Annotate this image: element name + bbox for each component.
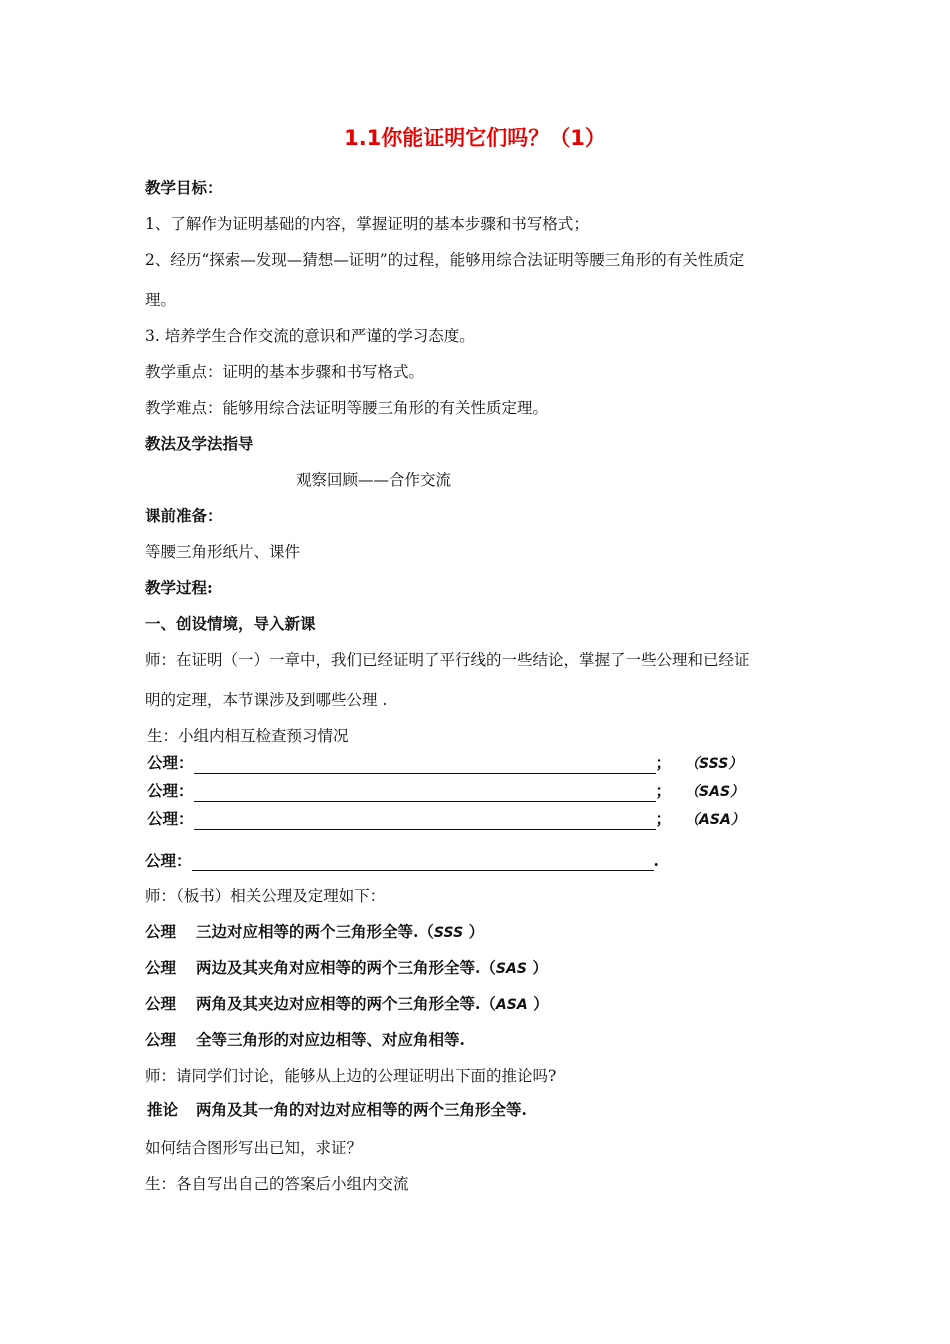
axiom-blank-line[interactable]: [192, 854, 654, 871]
corollary-text: 两角及其一角的对边对应相等的两个三角形全等.: [196, 1100, 527, 1119]
axiom-blank-end: ；: [655, 809, 672, 828]
axiom-abbr: ASA: [495, 997, 528, 1013]
axiom-close: ）: [526, 958, 548, 977]
document-title: 1.1你能证明它们吗？（1）: [344, 126, 606, 150]
student-line-1: 生：小组内相互检查预习情况: [147, 727, 349, 745]
axiom-blank-row: [147, 809, 745, 830]
axiom-close: ）: [463, 922, 485, 941]
section-1-heading: 一、创设情境，导入新课: [145, 614, 316, 633]
prep-text: 等腰三角形纸片、课件: [145, 543, 301, 561]
axiom-blank-label: 公理：: [147, 781, 194, 800]
axiom-blank-label: 公理：: [147, 753, 194, 772]
axiom-blank-row: [147, 781, 744, 802]
method-heading: 教法及学法指导: [145, 434, 254, 453]
teacher-line-3: 师：请同学们讨论，能够从上边的公理证明出下面的推论吗?: [145, 1067, 557, 1085]
axiom-blank-abbr: （ASA）: [685, 812, 745, 828]
difficult-point: 教学难点：能够用综合法证明等腰三角形的有关性质定理。: [145, 399, 549, 417]
axiom-blank-abbr: （SSS）: [685, 756, 743, 772]
key-point: 教学重点：证明的基本步骤和书写格式。: [145, 363, 425, 381]
axiom-item: [145, 958, 548, 979]
axiom-blank-line[interactable]: [194, 813, 656, 830]
goal-2-line-1: 2、经历“探索—发现—猜想—证明”的过程，能够用综合法证明等腰三角形的有关性质定: [145, 251, 745, 269]
prep-heading: 课前准备：: [145, 506, 223, 525]
axiom-text: 两边及其夹角对应相等的两个三角形全等.（: [196, 958, 496, 977]
axiom-tag: 公理: [145, 994, 177, 1013]
axiom-blank-abbr: （SAS）: [685, 784, 745, 800]
axiom-item: [145, 994, 549, 1015]
teacher-line-1a: 师：在证明（一）一章中，我们已经证明了平行线的一些结论，掌握了一些公理和已经证: [145, 651, 750, 669]
corollary-tag: 推论: [147, 1100, 179, 1119]
axiom-blank-label: 公理：: [145, 851, 192, 870]
axiom-text: 三边对应相等的两个三角形全等.（: [196, 922, 434, 941]
axiom-blank-label: 公理：: [147, 809, 194, 828]
teacher-line-2: 师：（板书）相关公理及定理如下：: [145, 887, 386, 905]
axiom-blank-line[interactable]: [194, 757, 656, 774]
axiom-abbr: SAS: [495, 961, 527, 977]
goal-1: 1、了解作为证明基础的内容，掌握证明的基本步骤和书写格式；: [145, 215, 589, 233]
axiom-text: 全等三角形的对应边相等、对应角相等.: [196, 1030, 465, 1049]
goal-3: 3. 培养学生合作交流的意识和严谨的学习态度。: [145, 327, 475, 345]
axiom-tag: 公理: [145, 958, 177, 977]
axiom-item: [145, 1030, 465, 1051]
method-text: 观察回顾——合作交流: [296, 471, 452, 489]
axiom-text: 两角及其夹边对应相等的两个三角形全等.（: [196, 994, 496, 1013]
question-line: 如何结合图形写出已知，求证？: [145, 1139, 363, 1157]
axiom-blank-line[interactable]: [194, 785, 656, 802]
student-line-2: 生：各自写出自己的答案后小组内交流: [145, 1175, 409, 1193]
axiom-item: [145, 922, 484, 943]
axiom-blank-row: [147, 753, 742, 774]
process-heading: 教学过程:: [145, 578, 213, 597]
teacher-line-1b: 明的定理，本节课涉及到哪些公理 .: [145, 691, 388, 709]
axiom-blank-row-4: [145, 851, 659, 871]
corollary: [147, 1100, 527, 1120]
axiom-tag: 公理: [145, 922, 177, 941]
axiom-tag: 公理: [145, 1030, 177, 1049]
axiom-blank-end: .: [653, 851, 659, 870]
axiom-abbr: SSS: [433, 925, 464, 941]
axiom-blank-end: ；: [655, 781, 672, 800]
axiom-close: ）: [527, 994, 549, 1013]
axiom-blank-end: ；: [655, 753, 672, 772]
goals-heading: 教学目标：: [145, 178, 223, 197]
goal-2-line-2: 理。: [145, 291, 177, 309]
